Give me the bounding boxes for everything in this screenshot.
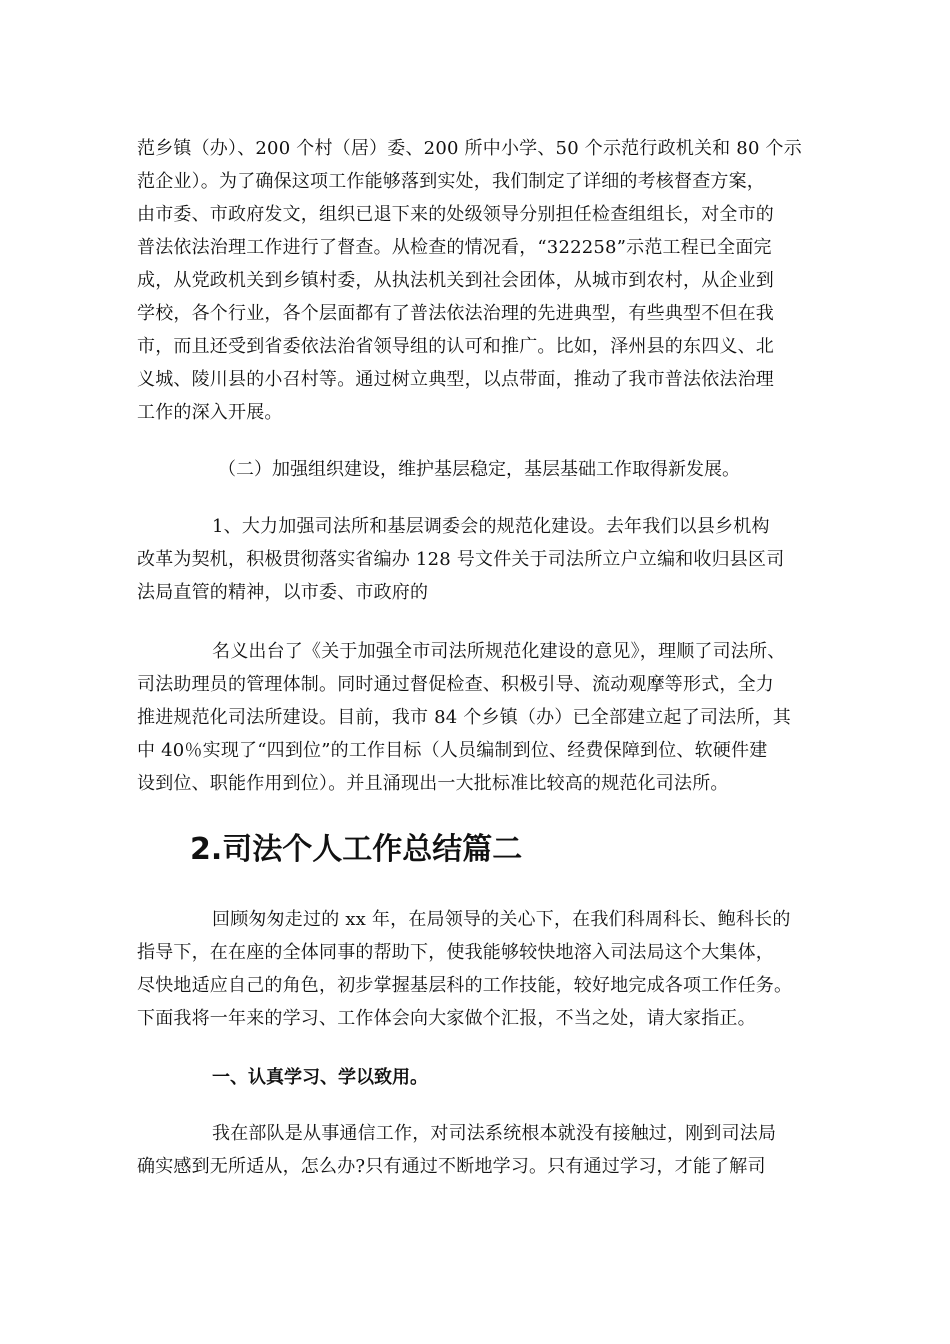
body-paragraph-5 [137, 1117, 817, 1183]
paragraph-line: 中 40％实现了“四到位”的工作目标（人员编制到位、经费保障到位、软硬件建 [137, 740, 768, 761]
body-paragraph-1 [137, 132, 817, 429]
paragraph-line: 范企业）。为了确保这项工作能够落到实处，我们制定了详细的考核督查方案， [137, 171, 765, 192]
paragraph-line: 指导下，在在座的全体同事的帮助下，使我能够较快地溶入司法局这个大集体， [137, 942, 774, 963]
paragraph-line: 范乡镇（办）、200 个村（居）委、200 所中小学、50 个示范行政机关和 80 个示 [137, 138, 802, 159]
paragraph-line: 义城、陵川县的小召村等。通过树立典型，以点带面，推动了我市普法依法治理 [137, 369, 774, 390]
paragraph-line: 回顾匆匆走过的 xx 年，在局领导的关心下，在我们科周科长、鲍科长的 [212, 909, 791, 930]
bold-subtitle: 一、认真学习、学以致用。 [212, 1067, 428, 1088]
section-subtitle: （二）加强组织建设，维护基层稳定，基层基础工作取得新发展。 [218, 459, 740, 480]
body-paragraph-3 [137, 635, 817, 800]
paragraph-line: 由市委、市政府发文，组织已退下来的处级领导分别担任检查组组长，对全市的 [137, 204, 774, 225]
paragraph-line: 学校，各个行业，各个层面都有了普法依法治理的先进典型，有些典型不但在我 [137, 303, 774, 324]
paragraph-line: 市，而且还受到省委依法治省领导组的认可和推广。比如，泽州县的东四义、北 [137, 336, 774, 357]
paragraph-line: 确实感到无所适从，怎么办?只有通过不断地学习。只有通过学习，才能了解司 [137, 1156, 766, 1177]
paragraph-line: 法局直管的精神，以市委、市政府的 [137, 582, 429, 603]
paragraph-line: 下面我将一年来的学习、工作体会向大家做个汇报，不当之处，请大家指正。 [137, 1008, 756, 1029]
paragraph-line: 改革为契机，积极贯彻落实省编办 128 号文件关于司法所立户立编和收归县区司 [137, 549, 785, 570]
paragraph-line: 名义出台了《关于加强全市司法所规范化建设的意见》，理顺了司法所、 [212, 641, 786, 662]
paragraph-line: 推进规范化司法所建设。目前，我市 84 个乡镇（办）已全部建立起了司法所，其 [137, 707, 791, 728]
paragraph-line: 设到位、职能作用到位）。并且涌现出一大批标准比较高的规范化司法所。 [137, 773, 729, 794]
paragraph-line: 普法依法治理工作进行了督查。从检查的情况看，“322258”示范工程已全面完 [137, 237, 772, 258]
paragraph-line: 尽快地适应自己的角色，初步掌握基层科的工作技能，较好地完成各项工作任务。 [137, 975, 793, 996]
paragraph-line: 司法助理员的管理体制。同时通过督促检查、积极引导、流动观摩等形式，全力 [137, 674, 774, 695]
paragraph-line: 工作的深入开展。 [137, 402, 283, 423]
body-paragraph-2 [137, 510, 817, 609]
section-heading: 2.司法个人工作总结篇二 [190, 832, 523, 867]
paragraph-line: 1、大力加强司法所和基层调委会的规范化建设。去年我们以县乡机构 [212, 516, 770, 537]
paragraph-line: 成，从党政机关到乡镇村委，从执法机关到社会团体，从城市到农村，从企业到 [137, 270, 774, 291]
paragraph-line: 我在部队是从事通信工作，对司法系统根本就没有接触过，刚到司法局 [212, 1123, 777, 1144]
body-paragraph-4 [137, 903, 817, 1035]
